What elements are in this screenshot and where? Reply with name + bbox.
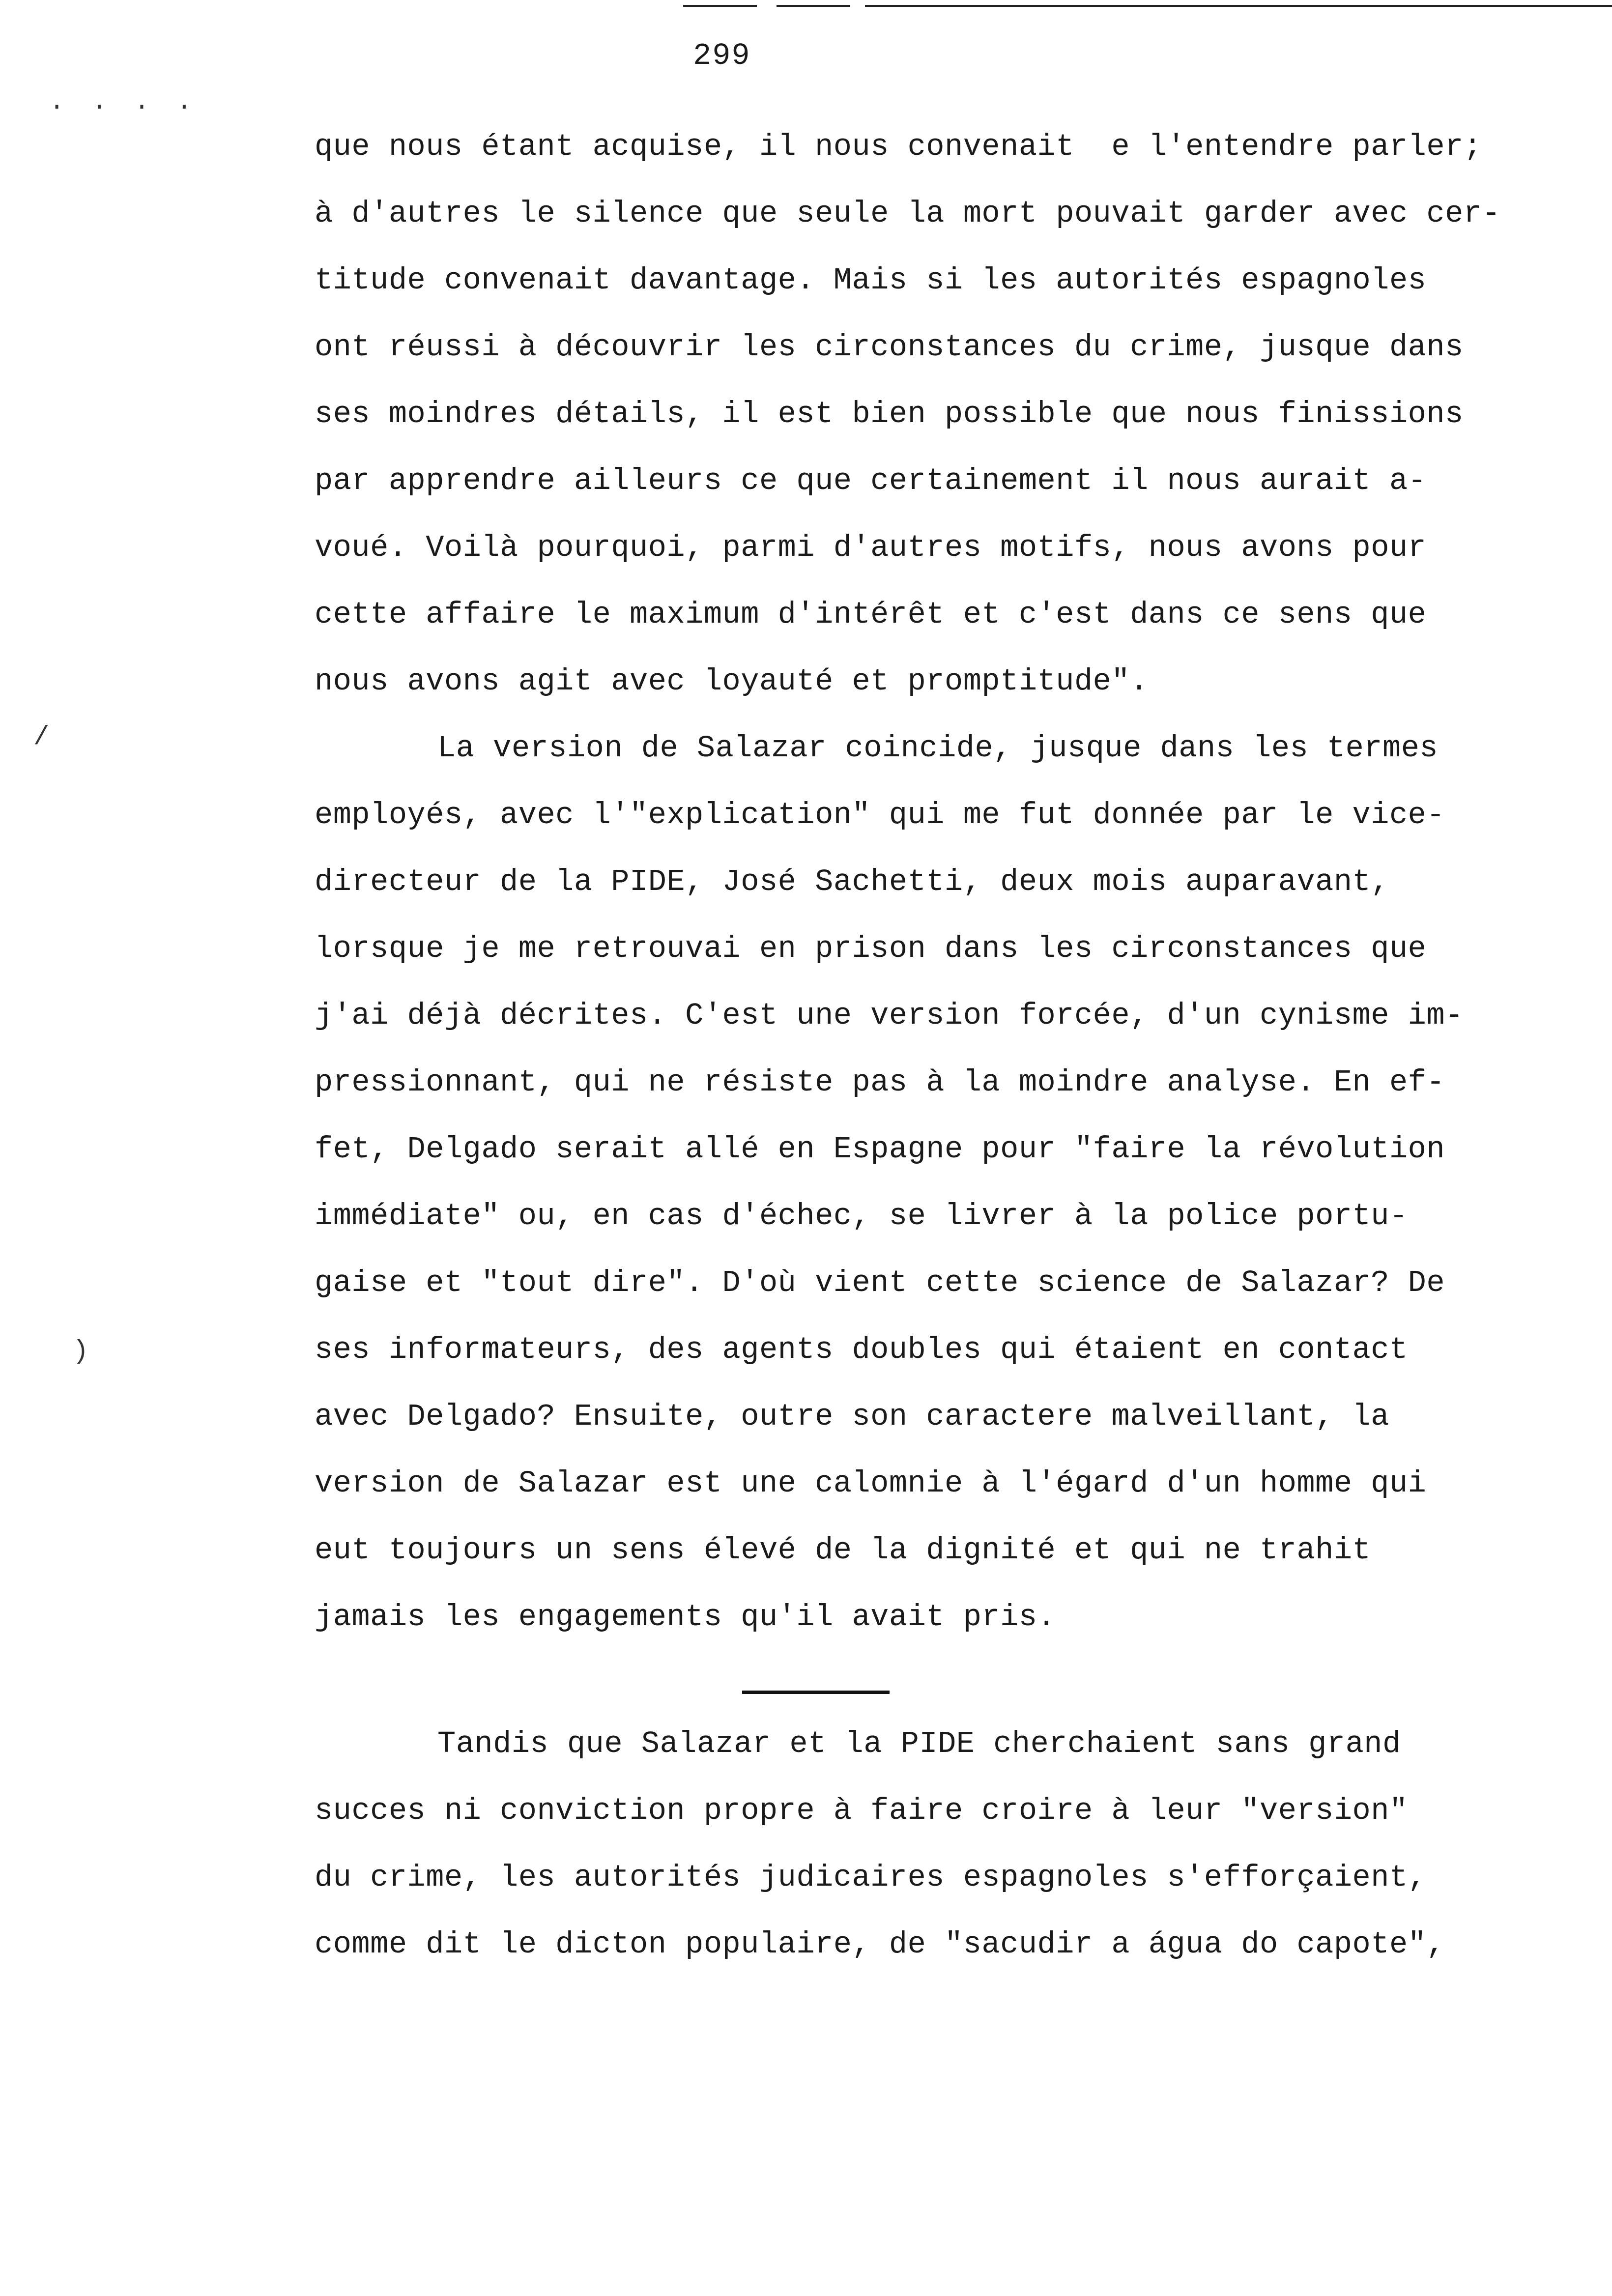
text-line: pressionnant, qui ne résiste pas à la moindre analyse. En ef- [315, 1065, 1445, 1100]
text-line: succes ni conviction propre à faire croire à leur "version" [315, 1793, 1408, 1828]
text-line: voué. Voilà pourquoi, parmi d'autres motifs, nous avons pour [315, 530, 1427, 565]
text-line: version de Salazar est une calomnie à l'égard d'un homme qui [315, 1466, 1427, 1501]
text-line: ses informateurs, des agents doubles qui étaient en contact [315, 1332, 1408, 1367]
text-line: directeur de la PIDE, José Sachetti, deux mois auparavant, [315, 864, 1389, 899]
text-line: jamais les engagements qu'il avait pris. [315, 1600, 1056, 1635]
margin-dots: . . . . [49, 87, 198, 116]
text-line: fet, Delgado serait allé en Espagne pour "faire la révolution [315, 1132, 1445, 1167]
text-line: à d'autres le silence que seule la mort pouvait garder avec cer- [315, 196, 1501, 231]
text-line: eut toujours un sens élevé de la dignité et qui ne trahit [315, 1533, 1371, 1568]
text-line: gaise et "tout dire". D'où vient cette science de Salazar? De [315, 1265, 1445, 1300]
text-line: titude convenait davantage. Mais si les autorités espagnoles [315, 263, 1427, 298]
margin-mark-right: ) [73, 1337, 89, 1367]
text-line: par apprendre ailleurs ce que certainement il nous aurait a- [315, 463, 1427, 498]
text-line: employés, avec l'"explication" qui me fut donnée par le vice- [315, 798, 1445, 832]
text-line: nous avons agit avec loyauté et promptitude". [315, 664, 1149, 699]
text-line: que nous étant acquise, il nous convenait e l'entendre parler; [315, 129, 1482, 164]
text-line: ont réussi à découvrir les circonstances du crime, jusque dans [315, 330, 1464, 365]
text-line: du crime, les autorités judicaires espagnoles s'efforçaient, [315, 1860, 1427, 1895]
text-line: ses moindres détails, il est bien possible que nous finissions [315, 397, 1464, 431]
text-line: j'ai déjà décrites. C'est une version forcée, d'un cynisme im- [315, 998, 1464, 1033]
text-line: comme dit le dicton populaire, de "sacudir a água do capote", [315, 1927, 1445, 1962]
text-line: lorsque je me retrouvai en prison dans les circonstances que [315, 931, 1427, 966]
text-line: immédiate" ou, en cas d'échec, se livrer à la police portu- [315, 1199, 1408, 1234]
text-line: cette affaire le maximum d'intérêt et c'est dans ce sens que [315, 597, 1427, 632]
top-edge-rule [683, 5, 757, 7]
page-number: 299 [693, 38, 751, 73]
top-edge-rule [865, 5, 1612, 7]
margin-mark-left: / [33, 722, 50, 752]
section-divider [742, 1691, 890, 1694]
text-line: Tandis que Salazar et la PIDE cherchaient sans grand [437, 1726, 1401, 1761]
text-line: La version de Salazar coincide, jusque dans les termes [437, 731, 1439, 766]
text-line: avec Delgado? Ensuite, outre son caractere malveillant, la [315, 1399, 1389, 1434]
top-edge-rule [777, 5, 850, 7]
